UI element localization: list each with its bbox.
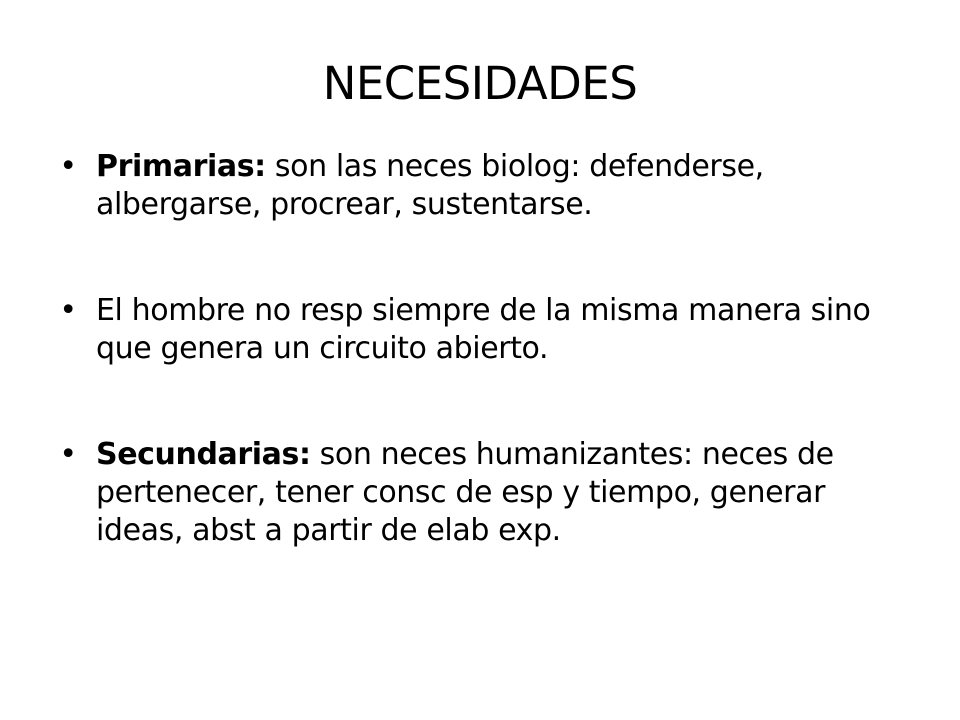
bullet-item-hombre: [56, 292, 906, 368]
bullet-heading-secundarias: Secundarias:: [96, 437, 311, 472]
bullet-marker-icon: •: [59, 293, 77, 328]
bullet-marker-icon: •: [59, 437, 77, 472]
bullet-text-secundarias: son neces humanizantes: neces de pertenecer, tener consc de esp y tiempo, generar ideas, abst a partir de elab exp.: [96, 437, 834, 548]
bullet-text-primarias: son las neces biolog: defenderse, albergarse, procrear, sustentarse.: [96, 149, 764, 222]
bullet-heading-primarias: Primarias:: [96, 149, 266, 184]
bullet-item-secundarias: [56, 436, 906, 550]
bullet-text-hombre: El hombre no resp siempre de la misma manera sino que genera un circuito abierto.: [96, 293, 871, 366]
bullet-list: [56, 148, 906, 550]
slide-title: NECESIDADES: [322, 57, 638, 110]
bullet-item-primarias: [56, 148, 906, 224]
bullet-marker-icon: •: [59, 149, 77, 184]
